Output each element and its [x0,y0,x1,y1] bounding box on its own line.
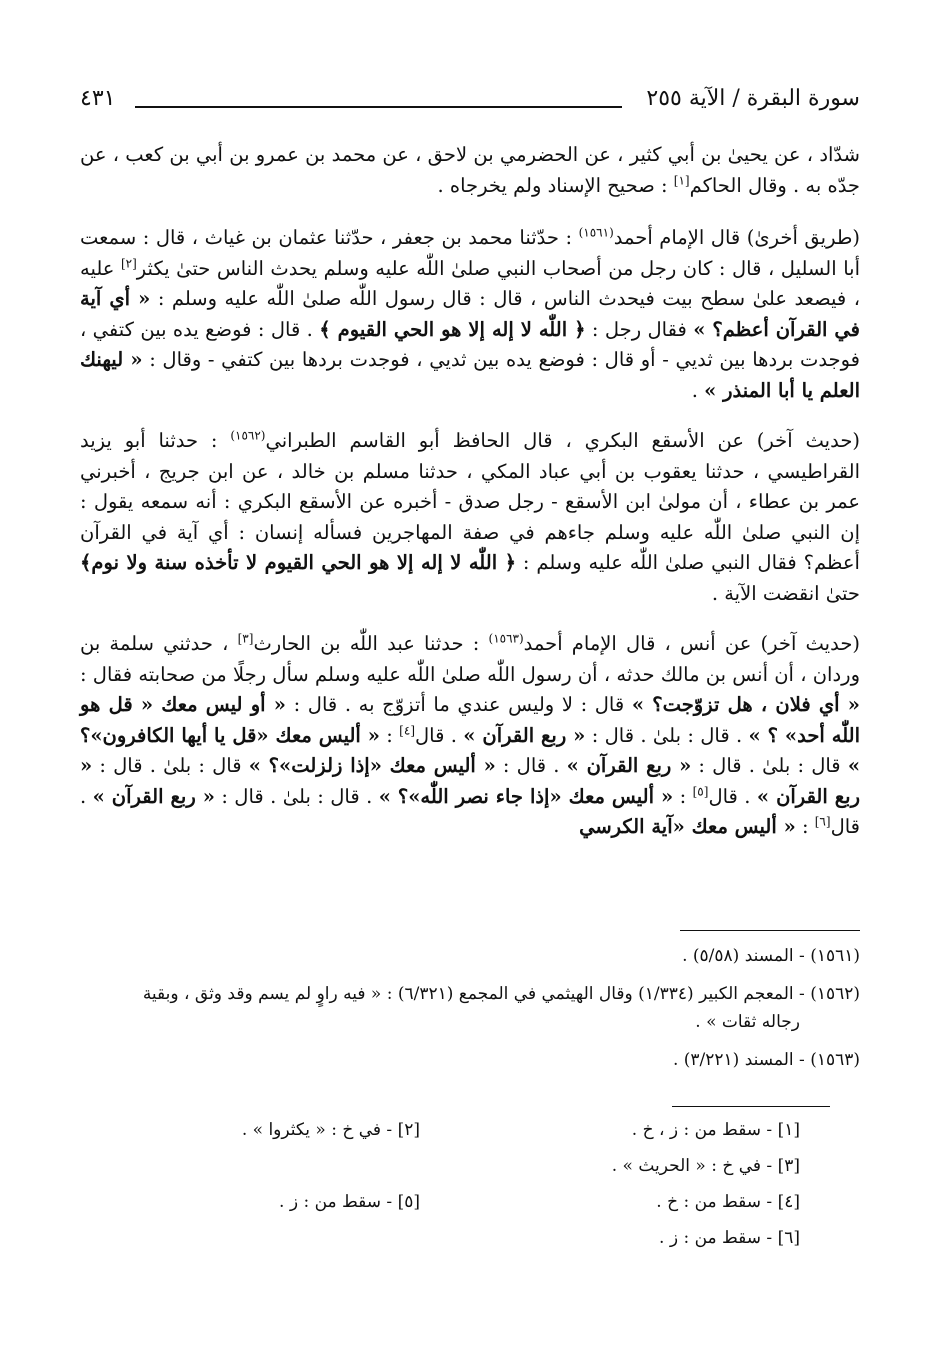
text-run: : حدثنا أبو يزيد القراطيسي ، حدثنا يعقوب بن أبي عباد المكي ، حدثنا مسلم بن خالد ، عن ابن جريج ، أخبرني عمر بن عطاء ، أن مولىٰ ابن الأسقع - رجل صدق - أخبره عن الأسقع البكري : أنه سمعه يقول : إن النبي صلىٰ اللّٰه عليه وسلم جاءهم في صفة المهاجرين فسأله إنسان : أي آية في القرآن أعظم؟ فقال النبي صلىٰ اللّٰه عليه وسلم : [80,429,860,574]
header-rule [135,106,622,108]
text-run: . قال : فوضع يده بين كتفي ، فوجدت بردها بين ثديي - أو قال : فوضع يده بين ثديي ، فوجدت بردها بين كتفي - وقال : [80,317,861,371]
footnote-separator [680,930,860,931]
paragraph-1 [80,140,860,201]
apparatus-ref: [٣] [237,631,254,646]
apparatus-ref: [٥] [692,784,709,798]
text-run: فقال رجل : [585,317,694,341]
hadith-quote: « ربع القرآن » [463,723,586,747]
text-run: . [691,378,705,402]
running-header [80,86,860,120]
surah-title: سورة البقرة / الآية ٢٥٥ [646,86,860,111]
apparatus-ref: [٦] [814,814,831,829]
text-run: : [379,723,400,747]
hadith-quote: « أي آية في القرآن أعظم؟ » [80,287,860,341]
text-run: (حديث آخر) عن أنس ، قال الإمام أحمد [523,632,861,655]
paragraph-2 [80,223,860,406]
quran-quote: ﴿ اللّٰه لا إله إلا هو الحي القيوم ﴾ [319,317,586,341]
text-run: . قال : [495,754,567,777]
apparatus-ref: [٢] [120,256,137,270]
main-text [80,140,860,863]
apparatus-note-1: [١] - سقط من : ز ، خ . [631,1120,800,1140]
text-run: (طريق أخرىٰ) قال الإمام أحمد [613,226,861,249]
footnote-1562-line-1: (١٥٦٢) - المعجم الكبير (١/٣٣٤) وقال الهيثمي في المجمع (٦/٣٢١) : « فيه راوٍ لم يسم وقد وثق ، وبقية [142,984,860,1004]
footnote-1562 [80,980,860,1036]
apparatus-note-3: [٣] - في خ : « الحريث » . [611,1156,800,1176]
footnote-1561: (١٥٦١) - المسند (٥/٥٨) . [682,946,860,966]
apparatus-ref: [٤] [399,723,415,737]
text-run: : حدثنا عبد اللّٰه بن الحارث [253,632,489,655]
footnote-ref-1561: (١٥٦١) [578,225,614,240]
apparatus-note-5: [٥] - سقط من : ز . [279,1192,420,1212]
text-run: حتىٰ انقضت الآية . [711,581,860,605]
text-run: : [673,784,693,808]
text-run: : صحيح الإسناد ولم يخرجاه . [437,173,674,197]
text-run: . قال [708,784,757,808]
text-run: قال : بلىٰ . قال : [92,754,249,777]
text-run: . قال [80,784,860,838]
text-run: (حديث آخر) عن الأسقع البكري ، قال الحافظ أبو القاسم الطبراني [265,429,860,452]
quran-quote: ﴿ اللّٰه لا إله إلا هو الحي القيوم لا تأخذه سنة ولا نوم﴾ [80,551,517,574]
paragraph-3 [80,426,860,609]
hadith-quote: « أليس معك «إذا جاء نصر اللّٰه»؟ » [378,784,674,808]
hadith-quote: « ربع القرآن » [566,754,692,777]
apparatus-ref: [١] [673,173,690,187]
text-run: ، حدثني سلمة بن وردان ، أن أنس بن مالك حدثه ، أن رسول اللّٰه صلىٰ اللّٰه عليه وسلم سأل رجلًا من صحابته فقال : [80,632,860,686]
hadith-quote: « أي فلان ، هل تزوّجت؟ » [631,693,860,716]
hadith-quote: « أليس معك «قل يا أيها الكافرون»؟ » [80,723,860,777]
paragraph-4 [80,629,860,843]
hadith-quote: « أليس معك «آية الكرسي [579,815,796,838]
apparatus-note-2: [٢] - في خ : « يكثروا » . [241,1120,420,1140]
footnote-1562-line-2: رجاله ثقات » . [695,1012,800,1032]
footnote-ref-1562: (١٥٦٢) [230,428,266,443]
text-run: : [795,815,815,838]
text-run: . قال : بلىٰ . قال : [214,784,379,808]
hadith-quote: « ربع القرآن » [80,754,861,808]
hadith-quote: « أليس معك «إذا زلزلت»؟ » [248,754,496,777]
apparatus-separator [672,1106,830,1107]
text-run: : حدّثنا محمد بن جعفر ، حدّثنا عثمان بن غياث ، قال : سمعت أبا السليل ، قال : كان رجل من أصحاب النبي صلىٰ اللّٰه عليه وسلم يحدث الناس حتىٰ يكثر [80,226,860,280]
apparatus-note-4: [٤] - سقط من : خ . [656,1192,800,1212]
text-run: شدّاد ، عن يحيىٰ بن أبي كثير ، عن الحضرمي بن لاحق ، عن محمد بن عمرو بن أبي بن كعب ، عن جدّه به . وقال الحاكم [80,143,860,197]
footnote-1563: (١٥٦٣) - المسند (٣/٢٢١) . [672,1050,860,1070]
text-run: . قال [415,723,464,747]
text-run: قال : لا وليس عندي ما أتزوّج به . قال : [285,693,632,716]
text-run: . قال : بلىٰ . قال : [585,723,749,747]
text-run: قال : بلىٰ . قال : [691,754,848,777]
text-run: عليه ، فيصعد علىٰ سطح بيت فيحدث الناس ، قال : قال رسول اللّٰه صلىٰ اللّٰه عليه وسلم : [80,256,860,310]
page-number: ٤٣١ [80,86,116,111]
hadith-quote: « ربع القرآن » [92,784,215,808]
footnote-ref-1563: (١٥٦٣) [488,631,524,646]
footnotes [80,942,860,1084]
hadith-quote: « ليهنك العلم يا أبا المنذر » [80,348,860,402]
apparatus-note-6: [٦] - سقط من : ز . [659,1228,800,1248]
hadith-quote: « أو ليس معك « قل هو اللّٰه أحد» ؟ » [80,693,861,747]
